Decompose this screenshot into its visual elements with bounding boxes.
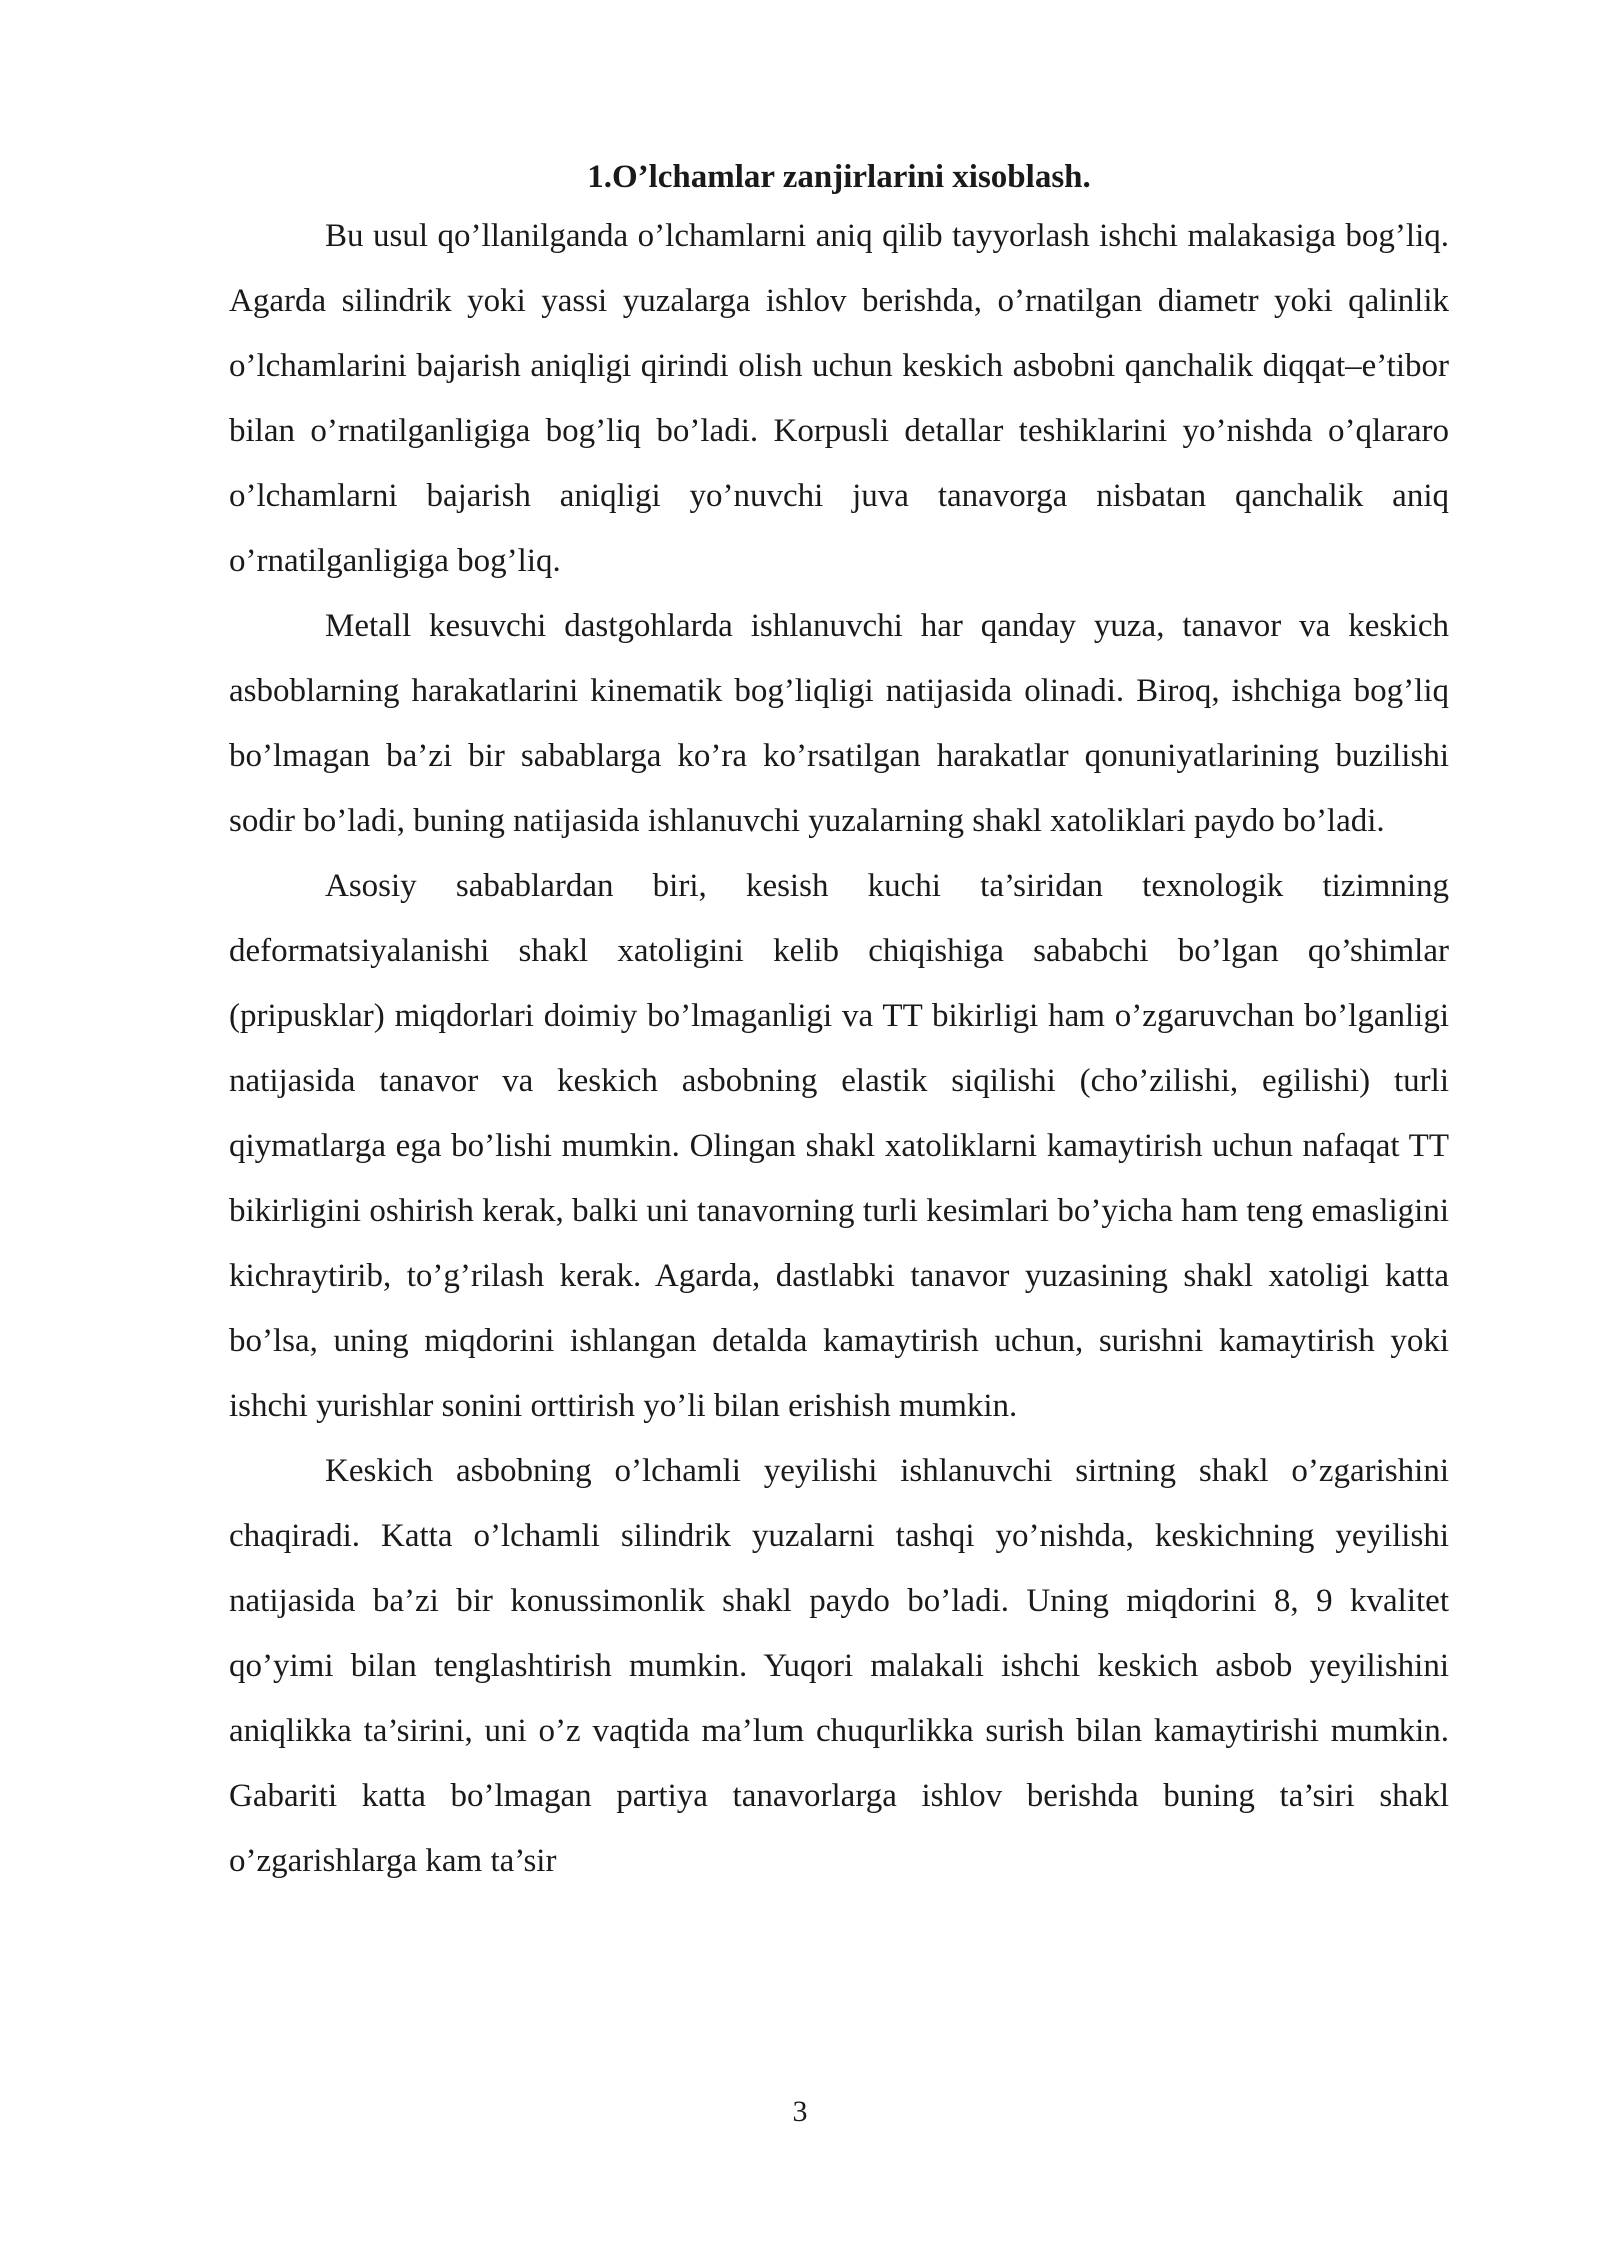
page-number: 3 <box>792 2095 808 2128</box>
paragraph-4: Keskich asbobning o’lchamli yeyilishi ishlanuvchi sirtning shakl o’zgarishini chaqiradi. Katta o’lchamli silindrik yuzalarni tashqi yo’nishda, keskichning yeyilishi natijasida ba’zi bir konussimonlik shakl paydo bo’ladi. Uning miqdorini 8, 9 kvalitet qo’yimi bilan tenglashtirish mumkin. Yuqori malakali ishchi keskich asbob yeyilishini aniqlikka ta’sirini, uni o’z vaqtida ma’lum chuqurlikka surish bilan kamaytirishi mumkin. Gabariti katta bo’lmagan partiya tanavorlarga ishlov berishda buning ta’siri shakl o’zgarishlarga kam ta’sir <box>229 1453 1449 1879</box>
document-page <box>229 150 1449 1894</box>
paragraph-2: Metall kesuvchi dastgohlarda ishlanuvchi har qanday yuza, tanavor va keskich asboblarning harakatlarini kinematik bog’liqligi natijasida olinadi. Biroq, ishchiga bog’liq bo’lmagan ba’zi bir sabablarga ko’ra ko’rsatilgan harakatlar qonuniyatlarining buzilishi sodir bo’ladi, buning natijasida ishlanuvchi yuzalarning shakl xatoliklari paydo bo’ladi. <box>229 608 1449 839</box>
paragraph-3: Asosiy sabablardan biri, kesish kuchi ta’siridan texnologik tizimning deformatsiyalanishi shakl xatoligini kelib chiqishiga sababchi bo’lgan qo’shimlar (pripusklar) miqdorlari doimiy bo’lmaganligi va TT bikirligi ham o’zgaruvchan bo’lganligi natijasida tanavor va keskich asbobning elastik siqilishi (cho’zilishi, egilishi) turli qiymatlarga ega bo’lishi mumkin. Olingan shakl xatoliklarni kamaytirish uchun nafaqat TT bikirligini oshirish kerak, balki uni tanavorning turli kesimlari bo’yicha ham teng emasligini kichraytirib, to’g’rilash kerak. Agarda, dastlabki tanavor yuzasining shakl xatoligi katta bo’lsa, uning miqdorini ishlangan detalda kamaytirish uchun, surishni kamaytirish yoki ishchi yurishlar sonini orttirish yo’li bilan erishish mumkin. <box>229 868 1449 1424</box>
paragraph-1: Bu usul qo’llanilganda o’lchamlarni aniq qilib tayyorlash ishchi malakasiga bog’liq. Agarda silindrik yoki yassi yuzalarga ishlov berishda, o’rnatilgan diametr yoki qalinlik o’lchamlarini bajarish aniqligi qirindi olish uchun keskich asbobni qanchalik diqqat–e’tibor bilan o’rnatilganligiga bog’liq bo’ladi. Korpusli detallar teshiklarini yo’nishda o’qlararo o’lchamlarni bajarish aniqligi yo’nuvchi juva tanavorga nisbatan qanchalik aniq o’rnatilganligiga bog’liq. <box>229 218 1449 579</box>
section-heading: 1.O’lchamlar zanjirlarini xisoblash. <box>587 159 1091 195</box>
